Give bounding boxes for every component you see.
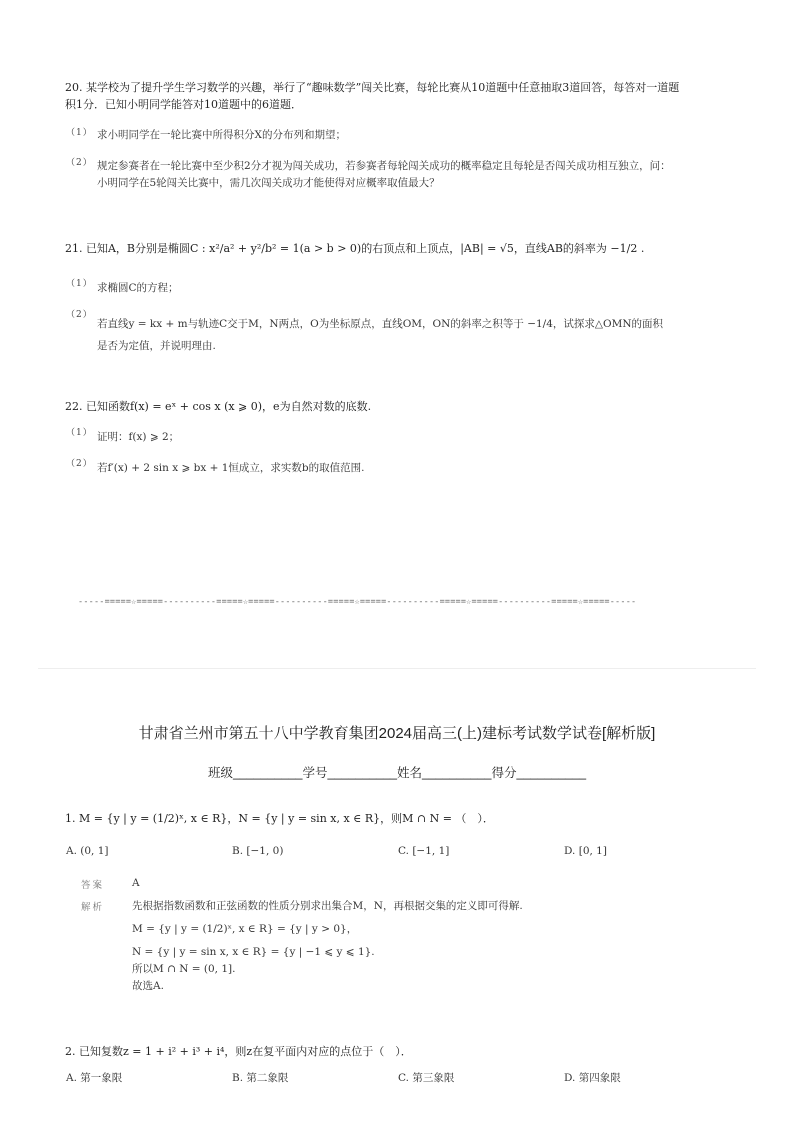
q20-stem-line2: 积1分．已知小明同学能答对10道题中的6道题． xyxy=(65,98,302,111)
q21-part2-line2: 是否为定值，并说明理由. xyxy=(97,340,216,352)
q1-choice-c: C. [−1, 1] xyxy=(398,845,450,857)
q2-stem: 2. 已知复数z = 1 + i² + i³ + i⁴，则z在复平面内对应的点位于（ ）． xyxy=(65,1045,412,1058)
q22-part2-number: （2） xyxy=(66,459,93,469)
section-divider: -----=====☆=====----------=====☆=====----------=====☆=====----------=====☆=====----------=====☆=====----- xyxy=(78,597,637,607)
page-title: 甘肃省兰州市第五十八中学教育集团2024届高三(上)建标考试数学试卷[解析版] xyxy=(138,725,656,742)
q1-analysis-line: 先根据指数函数和正弦函数的性质分别求出集合M，N，再根据交集的定义即可得解. xyxy=(132,900,523,912)
q1-choice-a: A. (0, 1] xyxy=(66,845,109,857)
page-separator xyxy=(38,668,756,669)
student-info-fields: 班级__________学号__________姓名__________得分__________ xyxy=(207,766,587,780)
q1-choice-d: D. [0, 1] xyxy=(564,845,607,857)
q1-answer: A xyxy=(132,877,140,889)
q1-analysis-line: N = {y | y = sin x, x ∈ R} = {y | −1 ⩽ y ⩽ 1}. xyxy=(132,946,375,958)
q20-part1-number: （1） xyxy=(66,128,93,138)
q21-part1-number: （1） xyxy=(66,279,93,289)
q2-choice-d: D. 第四象限 xyxy=(564,1072,621,1084)
q1-answer-label: 答案 xyxy=(81,880,105,891)
question-20 xyxy=(65,79,745,113)
q1-stem: 1. M = {y | y = (1/2)ˣ, x ∈ R}，N = {y | y = sin x, x ∈ R}，则M ∩ N = （ ）． xyxy=(65,812,494,825)
q2-choice-a: A. 第一象限 xyxy=(66,1072,123,1084)
q1-analysis-label: 解析 xyxy=(81,902,105,913)
q21-part2-number: （2） xyxy=(66,310,93,320)
q1-choice-b: B. [−1, 0) xyxy=(232,845,284,857)
q22-part1-number: （1） xyxy=(66,428,93,438)
q22-part1: 证明：f(x) ⩾ 2； xyxy=(97,431,180,443)
q20-part2-line1: 规定参赛者在一轮比赛中至少积2分才视为闯关成功，若参赛者每轮闯关成功的概率稳定且每轮是否闯关成功相互独立，问： xyxy=(97,160,671,172)
q20-stem-line1: 20. 某学校为了提升学生学习数学的兴趣，举行了“趣味数学”闯关比赛，每轮比赛从10道题中任意抽取3道回答，每答对一道题 xyxy=(65,81,680,94)
q22-part2: 若f′(x) + 2 sin x ⩾ bx + 1恒成立，求实数b的取值范围. xyxy=(97,462,365,474)
q2-choice-c: C. 第三象限 xyxy=(398,1072,455,1084)
q20-part2 xyxy=(97,158,747,192)
q20-part1: 求小明同学在一轮比赛中所得积分X的分布列和期望； xyxy=(97,129,346,141)
q2-choice-b: B. 第二象限 xyxy=(232,1072,289,1084)
q20-part2-number: （2） xyxy=(66,158,93,168)
q21-stem: 21. 已知A，B分别是椭圆C : x²/a² + y²/b² = 1(a > b > 0)的右顶点和上顶点，|AB| = √5，直线AB的斜率为 −1/2 . xyxy=(65,242,645,255)
q22-stem: 22. 已知函数f(x) = eˣ + cos x (x ⩾ 0)，e为自然对数的底数. xyxy=(65,400,372,413)
q21-part1: 求椭圆C的方程； xyxy=(97,282,179,294)
q1-analysis-line: M = {y | y = (1/2)ˣ, x ∈ R} = {y | y > 0}， xyxy=(132,923,358,935)
q20-part2-line2: 小明同学在5轮闯关比赛中，需几次闯关成功才能使得对应概率取值最大？ xyxy=(97,177,440,189)
q1-analysis-line: 所以M ∩ N = (0, 1]. xyxy=(132,963,236,975)
q21-part2-line1: 若直线y = kx + m与轨迹C交于M，N两点，O为坐标原点，直线OM，ON的斜率之积等于 −1/4，试探求△OMN的面积 xyxy=(97,318,664,330)
q1-analysis xyxy=(132,898,732,995)
q21-part2 xyxy=(97,316,747,355)
q1-analysis-line: 故选A. xyxy=(132,980,164,992)
